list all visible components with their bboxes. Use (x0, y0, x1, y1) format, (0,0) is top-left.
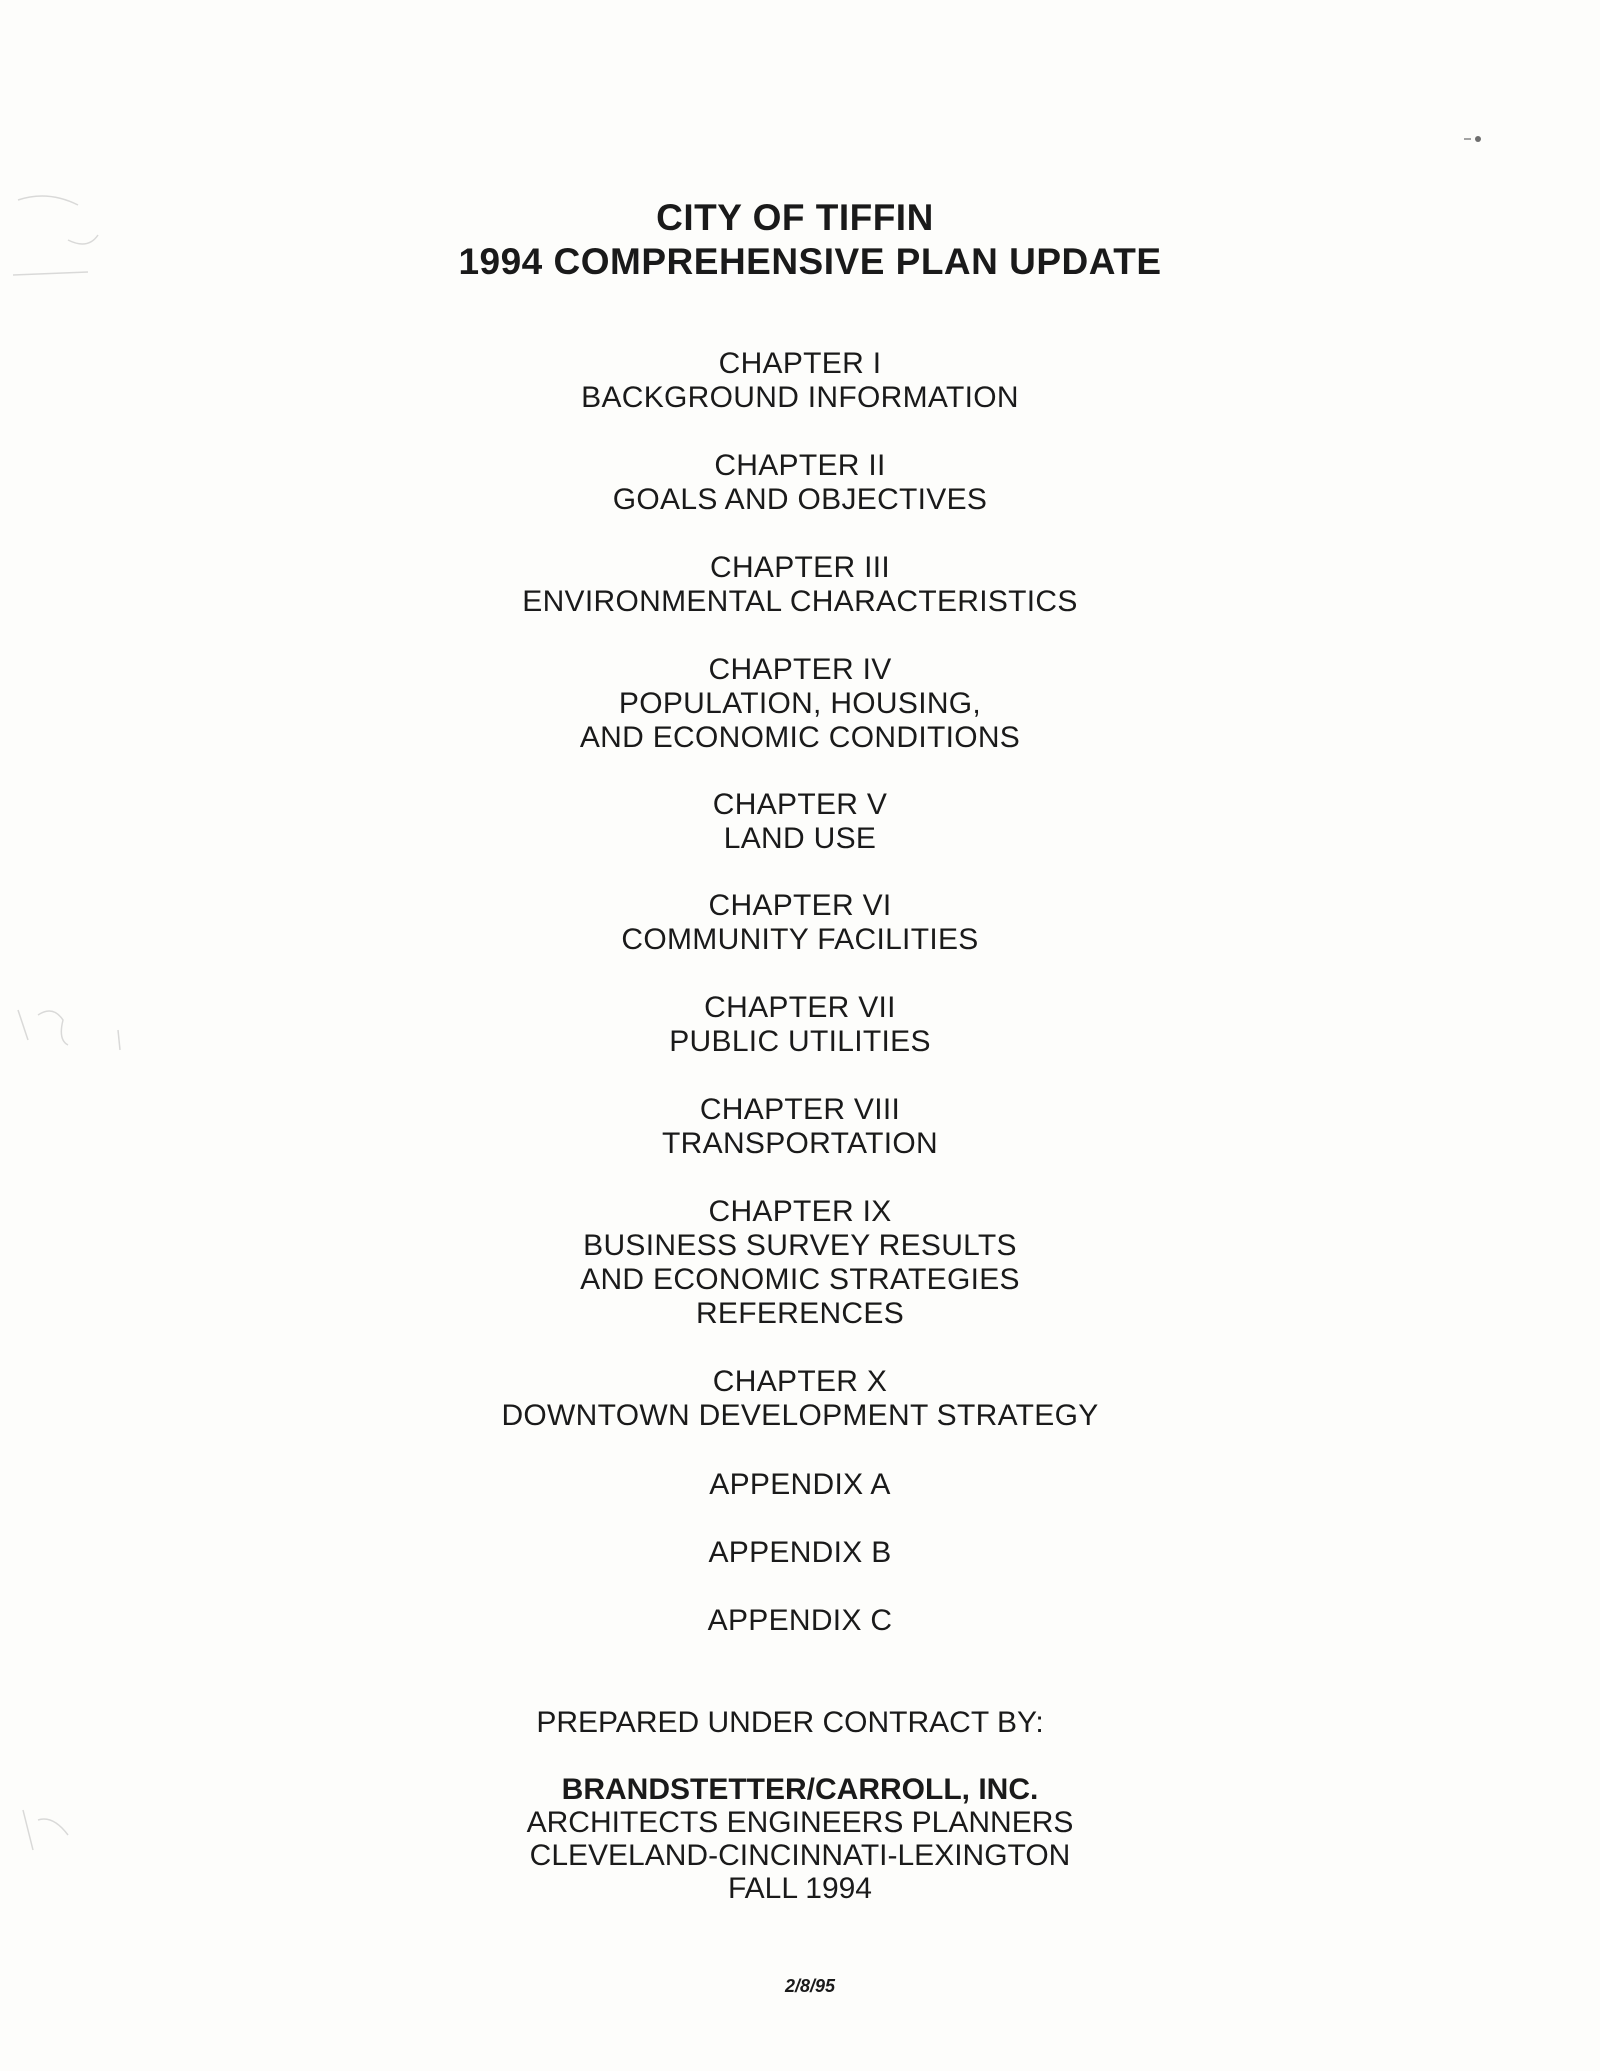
toc-subtitle: DOWNTOWN DEVELOPMENT STRATEGY (501, 1399, 1099, 1432)
toc-heading: APPENDIX A (709, 1468, 891, 1501)
toc-entry-chapter-5 (0, 788, 1600, 856)
toc-heading: APPENDIX C (707, 1604, 893, 1637)
toc-subtitle: TRANSPORTATION (662, 1127, 938, 1160)
toc-entry-appendix-b (0, 1536, 1600, 1570)
toc-subtitle: ENVIRONMENTAL CHARACTERISTICS (522, 585, 1078, 618)
toc-subtitle: BACKGROUND INFORMATION (581, 381, 1019, 414)
toc-heading: CHAPTER III (710, 551, 890, 584)
toc-heading: CHAPTER IV (708, 653, 892, 686)
toc-entry-chapter-10 (0, 1365, 1600, 1433)
footer-date: 2/8/95 (784, 1976, 836, 1996)
toc-heading: CHAPTER VII (704, 991, 896, 1024)
toc-subtitle: COMMUNITY FACILITIES (621, 923, 979, 956)
firm-date: FALL 1994 (727, 1872, 872, 1905)
toc-heading: APPENDIX B (708, 1536, 892, 1569)
toc-subtitle: GOALS AND OBJECTIVES (612, 483, 988, 516)
toc-heading: CHAPTER II (714, 449, 886, 482)
toc-subtitle: REFERENCES (695, 1297, 905, 1330)
toc-subtitle: BUSINESS SURVEY RESULTS (583, 1229, 1017, 1262)
prepared-by-label: PREPARED UNDER CONTRACT BY: (536, 1706, 1044, 1739)
firm-name: BRANDSTETTER/CARROLL, INC. (561, 1773, 1039, 1806)
toc-entry-chapter-8 (0, 1093, 1600, 1161)
toc-heading: CHAPTER X (712, 1365, 888, 1398)
firm-disciplines: ARCHITECTS ENGINEERS PLANNERS (526, 1806, 1074, 1839)
toc-heading: CHAPTER VI (708, 889, 892, 922)
toc-entry-chapter-2 (0, 449, 1600, 517)
scan-mark-top-right (1462, 132, 1486, 146)
toc-subtitle: AND ECONOMIC CONDITIONS (579, 721, 1021, 754)
toc-subtitle: PUBLIC UTILITIES (669, 1025, 931, 1058)
firm-offices: CLEVELAND-CINCINNATI-LEXINGTON (529, 1839, 1071, 1872)
toc-subtitle: POPULATION, HOUSING, (618, 687, 982, 720)
toc-entry-chapter-9 (0, 1195, 1600, 1331)
toc-entry-chapter-3 (0, 551, 1600, 619)
title-line-2: 1994 COMPREHENSIVE PLAN UPDATE (458, 241, 1162, 282)
toc-entry-appendix-a (0, 1468, 1600, 1502)
toc-heading: CHAPTER I (718, 347, 882, 380)
toc-subtitle: AND ECONOMIC STRATEGIES (580, 1263, 1020, 1296)
toc-subtitle: LAND USE (723, 822, 877, 855)
toc-entry-appendix-c (0, 1604, 1600, 1638)
title-line-1: CITY OF TIFFIN (656, 197, 934, 238)
document-title (0, 196, 1600, 284)
toc-heading: CHAPTER IX (708, 1195, 892, 1228)
toc-entry-chapter-1 (0, 347, 1600, 415)
toc-entry-chapter-7 (0, 991, 1600, 1059)
toc-entry-chapter-6 (0, 889, 1600, 957)
toc-heading: CHAPTER VIII (699, 1093, 901, 1126)
toc-entry-chapter-4 (0, 653, 1600, 755)
firm-block (0, 1773, 1600, 1905)
toc-heading: CHAPTER V (712, 788, 888, 821)
